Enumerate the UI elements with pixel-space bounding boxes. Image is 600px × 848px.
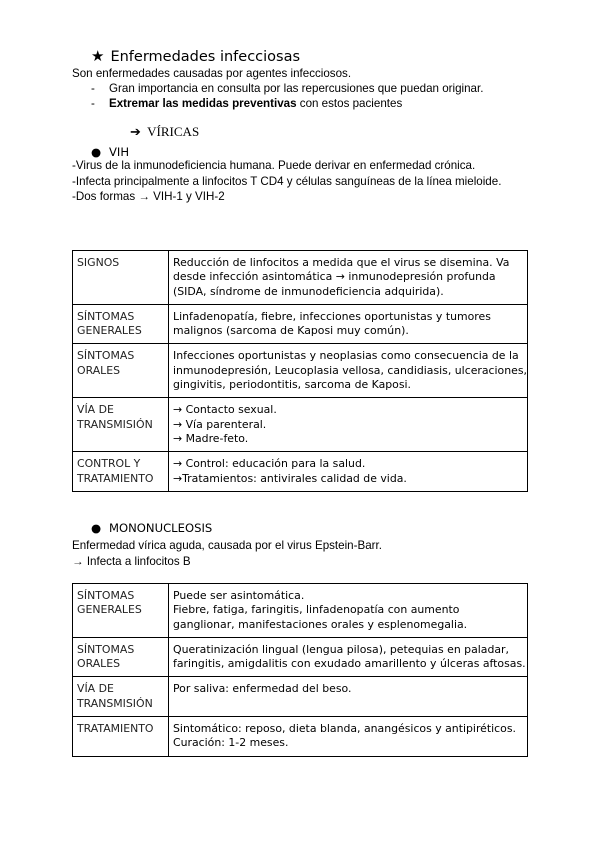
row-value-line: inmunodepresión, Leucoplasia vellosa, candidiasis, ulceraciones, bbox=[173, 363, 527, 377]
dash-icon: - bbox=[91, 97, 95, 110]
row-label-line: TRANSMISIÓN bbox=[77, 417, 153, 431]
row-value-line: Linfadenopatía, fiebre, infecciones oportunistas y tumores bbox=[173, 309, 491, 323]
row-label-line: CONTROL Y bbox=[77, 457, 141, 471]
row-value bbox=[169, 677, 528, 717]
mono-line-2: → Infecta a linfocitos B bbox=[72, 555, 191, 568]
intro-text: Son enfermedades causadas por agentes infecciosos. bbox=[72, 67, 352, 80]
row-value-line: Por saliva: enfermedad del beso. bbox=[173, 682, 352, 696]
row-label-line: ORALES bbox=[77, 363, 121, 377]
row-label-line: SÍNTOMAS bbox=[77, 642, 135, 656]
row-value-line: ganglionar, manifestaciones orales y esplenomegalia. bbox=[173, 617, 468, 631]
row-label bbox=[73, 304, 169, 344]
vih-line-3: -Dos formas → VIH-1 y VIH-2 bbox=[72, 190, 225, 203]
mono-heading: ● MONONUCLEOSIS bbox=[91, 521, 213, 535]
row-label-line: VÍA DE bbox=[77, 682, 114, 696]
row-value-line: Curación: 1-2 meses. bbox=[173, 736, 289, 750]
row-value-line: malignos (sarcoma de Kaposi muy común). bbox=[173, 324, 409, 338]
row-label-line: VÍA DE bbox=[77, 403, 114, 417]
table-row bbox=[73, 637, 528, 677]
bullet-icon: ● bbox=[91, 145, 102, 159]
table-row bbox=[73, 344, 528, 398]
row-label-line: GENERALES bbox=[77, 324, 142, 338]
table-row bbox=[73, 584, 528, 638]
row-label-line: TRANSMISIÓN bbox=[77, 696, 153, 710]
row-value-line: Sintomático: reposo, dieta blanda, anangésicos y antipiréticos. bbox=[173, 722, 516, 736]
table-row bbox=[73, 717, 528, 757]
table-row bbox=[73, 398, 528, 452]
row-value-line: Reducción de linfocitos a medida que el virus se disemina. Va bbox=[173, 256, 510, 269]
star-icon: ★ bbox=[91, 47, 105, 65]
point-2: - Extremar las medidas preventivas con estos pacientes bbox=[91, 97, 403, 110]
mono-table bbox=[72, 583, 528, 757]
row-value bbox=[169, 344, 528, 398]
table-row bbox=[73, 677, 528, 717]
row-value-line: (SIDA, síndrome de inmunodeficiencia adquirida). bbox=[173, 284, 444, 298]
row-value-line: faringitis, amigdalitis con exudado amarillento y úlceras aftosas. bbox=[173, 657, 526, 671]
row-value bbox=[169, 452, 528, 492]
table-row bbox=[73, 452, 528, 492]
row-label-line: TRATAMIENTO bbox=[77, 471, 154, 485]
row-label-line: GENERALES bbox=[77, 603, 142, 617]
row-label bbox=[73, 251, 169, 305]
vih-line-2: -Infecta principalmente a linfocitos T CD4 y células sanguíneas de la línea mieloide. bbox=[72, 175, 502, 188]
bullet-icon: ● bbox=[91, 521, 102, 535]
row-label bbox=[73, 344, 169, 398]
row-value bbox=[169, 304, 528, 344]
row-value-line: Fiebre, fatiga, faringitis, linfadenopatía con aumento bbox=[173, 603, 460, 617]
row-label-line: SIGNOS bbox=[77, 256, 120, 269]
row-value bbox=[169, 637, 528, 677]
row-value-line: → Contacto sexual. bbox=[173, 403, 277, 417]
row-value-line: gingivitis, periodontitis, sarcoma de Kaposi. bbox=[173, 378, 412, 392]
vih-table bbox=[72, 250, 528, 492]
row-label bbox=[73, 637, 169, 677]
row-value bbox=[169, 251, 528, 305]
point-2-bold: Extremar las medidas preventivas bbox=[109, 97, 297, 110]
row-label bbox=[73, 677, 169, 717]
row-label-line: ORALES bbox=[77, 657, 121, 671]
point-1: - Gran importancia en consulta por las repercusiones que puedan originar. bbox=[91, 82, 484, 95]
row-value-line: → Control: educación para la salud. bbox=[173, 457, 366, 471]
row-value bbox=[169, 717, 528, 757]
row-value bbox=[169, 398, 528, 452]
viricas-heading: ➔ VÍRICAS bbox=[130, 124, 200, 139]
dash-icon: - bbox=[91, 82, 95, 95]
vih-heading: ● VIH bbox=[91, 145, 130, 159]
row-label-line: TRATAMIENTO bbox=[77, 722, 154, 736]
row-value-line: Infecciones oportunistas y neoplasias como consecuencia de la bbox=[173, 349, 519, 363]
mono-line-1: Enfermedad vírica aguda, causada por el virus Epstein-Barr. bbox=[72, 539, 382, 552]
vih-line-1: -Virus de la inmunodeficiencia humana. Puede derivar en enfermedad crónica. bbox=[72, 159, 476, 172]
arrow-icon: ➔ bbox=[130, 124, 141, 139]
row-label bbox=[73, 398, 169, 452]
row-label-line: SÍNTOMAS bbox=[77, 589, 135, 602]
table-row bbox=[73, 304, 528, 344]
row-label-line: SÍNTOMAS bbox=[77, 349, 135, 363]
row-value-line: →Tratamientos: antivirales calidad de vida. bbox=[173, 471, 407, 485]
row-value-line: → Madre-feto. bbox=[173, 431, 249, 445]
page-title-text: Enfermedades infecciosas bbox=[110, 49, 301, 65]
row-value-line: desde infección asintomática → inmunodepresión profunda bbox=[173, 270, 496, 284]
row-label bbox=[73, 452, 169, 492]
page-title bbox=[91, 47, 300, 65]
row-value bbox=[169, 584, 528, 638]
row-value-line: → Vía parenteral. bbox=[173, 417, 267, 431]
row-value-line: Queratinización lingual (lengua pilosa), petequias en paladar, bbox=[173, 642, 509, 656]
row-label bbox=[73, 584, 169, 638]
row-label-line: SÍNTOMAS bbox=[77, 309, 135, 323]
table-row bbox=[73, 251, 528, 305]
row-label bbox=[73, 717, 169, 757]
row-value-line: Puede ser asintomática. bbox=[173, 589, 305, 602]
